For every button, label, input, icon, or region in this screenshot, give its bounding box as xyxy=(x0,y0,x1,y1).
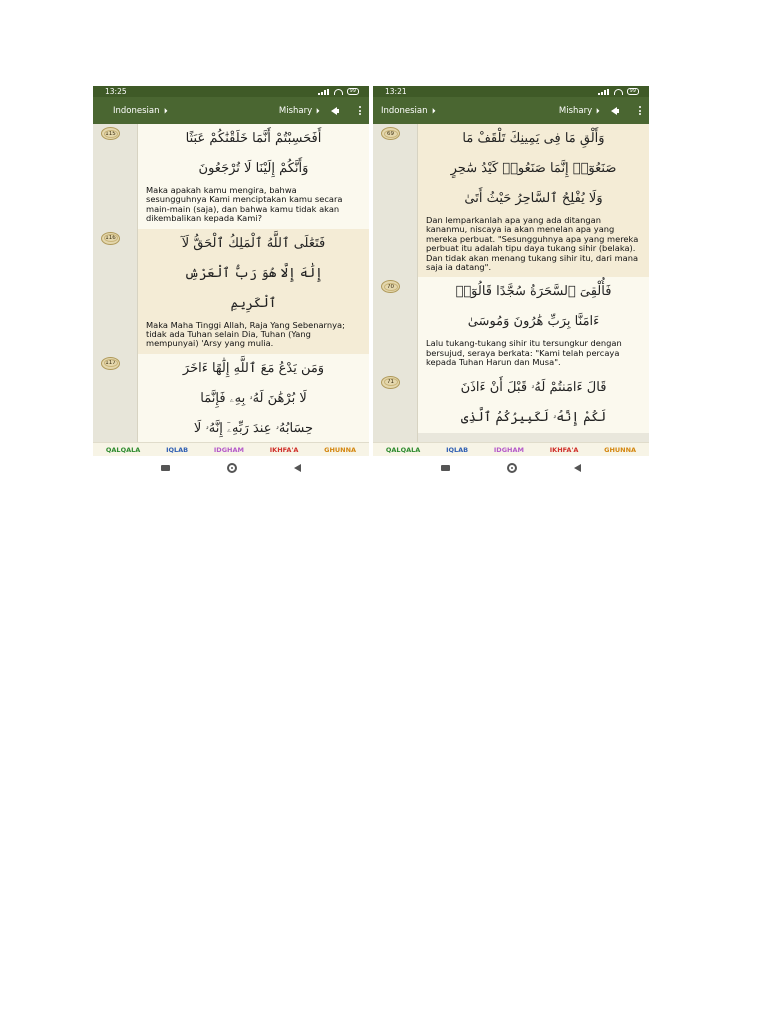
dropdown-caret-icon: ◢ xyxy=(428,107,436,114)
verse-item[interactable] xyxy=(105,229,369,354)
arabic-line: قَالَ ءَامَنتُمْ لَهُۥ قَبْلَ أَنْ ءَاذَنَ xyxy=(460,379,607,395)
reciter-selector[interactable] xyxy=(279,106,319,116)
verse-number-badge: 71 xyxy=(381,376,400,389)
recents-icon[interactable] xyxy=(161,465,170,471)
arabic-line: ءَامَنَّا بِرَبِّ هَٰرُونَ وَمُوسَىٰ xyxy=(467,314,600,330)
status-time: 13:21 xyxy=(385,87,407,96)
recents-icon[interactable] xyxy=(441,465,450,471)
arabic-line: وَلَا يُفْلِحُ ٱلسَّاحِرُ حَيْثُ أَتَىٰ xyxy=(464,191,603,206)
phone-screen-left xyxy=(93,86,369,479)
status-bar xyxy=(373,86,649,97)
system-nav-bar xyxy=(373,456,649,479)
reciter-label: Mishary xyxy=(558,105,593,116)
arabic-line: فَتَعَٰلَى ٱللَّهُ ٱلْمَلِكُ ٱلْحَقُّ لَآ xyxy=(181,235,326,251)
arabic-line: لَكُمْ إِنَّهُۥ لَكَبِيرُكُمُ ٱلَّذِى xyxy=(460,409,607,425)
arabic-line: لَا بُرْهَٰنَ لَهُۥ بِهِۦ فَإِنَّمَا xyxy=(200,390,307,406)
back-icon[interactable] xyxy=(294,464,301,472)
dropdown-caret-icon: ◢ xyxy=(160,107,168,114)
toolbar xyxy=(93,97,369,124)
tajweed-legend xyxy=(373,442,649,456)
language-label: Indonesian xyxy=(113,105,160,116)
reciter-selector[interactable] xyxy=(559,106,599,116)
legend-idgham: IDGHAM xyxy=(493,445,524,454)
verse-translation: Maka apakah kamu mengira, bahwa sesungguhnya Kami menciptakan kamu secara main-main (saja), dan bahwa kamu tidak akan dikembalikan kepada Kami? xyxy=(146,185,343,224)
legend-ikhfaa: IKHFA'A xyxy=(549,445,579,454)
reciter-label: Mishary xyxy=(278,105,313,116)
signal-icon xyxy=(598,89,610,95)
arabic-line: أَفَحَسِبْتُمْ أَنَّمَا خَلَقْنَٰكُمْ عَبَثًا xyxy=(185,131,322,146)
verse-item[interactable] xyxy=(105,124,369,229)
phone-screen-right xyxy=(373,86,649,479)
language-selector[interactable] xyxy=(381,106,559,116)
verse-translation: Dan lemparkanlah apa yang ada ditangan kananmu, niscaya ia akan menelan apa yang mereka perbuat. "Sesungguhnya apa yang mereka perbuat itu adalah tipu daya tukang sihir (belaka). Dan tidak akan menang tukang sihir itu, dari mana saja ia datang". xyxy=(426,215,639,273)
system-nav-bar xyxy=(93,456,369,479)
wifi-icon xyxy=(334,89,343,95)
legend-qalqala: QALQALA xyxy=(105,445,141,454)
verse-number-badge: 70 xyxy=(381,280,400,293)
arabic-line: وَأَلْقِ مَا فِى يَمِينِكَ تَلْقَفْ مَا xyxy=(462,131,605,146)
back-icon[interactable] xyxy=(574,464,581,472)
legend-ghunna: GHUNNA xyxy=(604,445,637,454)
language-label: Indonesian xyxy=(381,105,428,116)
verse-list[interactable] xyxy=(93,124,369,442)
legend-ghunna: GHUNNA xyxy=(324,445,357,454)
arabic-line: ٱلْكَرِيمِ xyxy=(230,295,277,311)
dropdown-caret-icon: ◢ xyxy=(313,107,321,114)
arabic-line: إِلَٰهَ إِلَّا هُوَ رَبُّ ٱلْعَرْشِ xyxy=(184,265,323,281)
verse-item[interactable] xyxy=(387,277,649,372)
play-audio-icon[interactable] xyxy=(331,107,337,115)
battery-icon: 99 xyxy=(627,88,639,95)
verse-translation: Lalu tukang-tukang sihir itu tersungkur dengan bersujud, seraya berkata: "Kami telah percaya kepada Tuhan Harun dan Musa". xyxy=(426,338,622,368)
toolbar xyxy=(373,97,649,124)
verse-item[interactable] xyxy=(105,354,369,442)
arabic-line: صَنَعُوٓا۟ إِنَّمَا صَنَعُوا۟ كَيْدُ سَٰحِرٍ xyxy=(450,161,617,176)
legend-iqlab: IQLAB xyxy=(166,445,189,454)
verse-gutter xyxy=(93,124,138,442)
verse-item[interactable] xyxy=(387,373,649,433)
dropdown-caret-icon: ◢ xyxy=(593,107,601,114)
arabic-line: حِسَابُهُۥ عِندَ رَبِّهِۦٓ إِنَّهُۥ لَا xyxy=(193,420,314,436)
verse-number-badge: 117 xyxy=(101,357,120,370)
legend-idgham: IDGHAM xyxy=(213,445,244,454)
verse-item[interactable] xyxy=(387,124,649,277)
verse-number-badge: 69 xyxy=(381,127,400,140)
arabic-line: فَأُلْقِىَ ٱلسَّحَرَةُ سُجَّدًا قَالُوٓا۟ xyxy=(455,284,612,300)
wifi-icon xyxy=(614,89,623,95)
arabic-line: وَأَنَّكُمْ إِلَيْنَا لَا تُرْجَعُونَ xyxy=(198,161,309,176)
language-selector[interactable] xyxy=(113,106,279,116)
legend-ikhfaa: IKHFA'A xyxy=(269,445,299,454)
home-icon[interactable] xyxy=(227,463,237,473)
more-menu-icon[interactable] xyxy=(359,106,361,115)
legend-qalqala: QALQALA xyxy=(385,445,421,454)
verse-list[interactable] xyxy=(373,124,649,442)
legend-iqlab: IQLAB xyxy=(446,445,469,454)
verse-translation: Maka Maha Tinggi Allah, Raja Yang Sebenarnya; tidak ada Tuhan selain Dia, Tuhan (Yang mempunyai) 'Arsy yang mulia. xyxy=(146,319,345,349)
battery-icon: 99 xyxy=(347,88,359,95)
play-audio-icon[interactable] xyxy=(611,107,617,115)
tajweed-legend xyxy=(93,442,369,456)
signal-icon xyxy=(318,89,330,95)
arabic-line: وَمَن يَدْعُ مَعَ ٱللَّهِ إِلَٰهًا ءَاخَرَ xyxy=(182,360,325,376)
home-icon[interactable] xyxy=(507,463,517,473)
more-menu-icon[interactable] xyxy=(639,106,641,115)
verse-number-badge: 116 xyxy=(101,232,120,245)
status-bar xyxy=(93,86,369,97)
verse-number-badge: 115 xyxy=(101,127,120,140)
status-time: 13:25 xyxy=(105,87,127,96)
